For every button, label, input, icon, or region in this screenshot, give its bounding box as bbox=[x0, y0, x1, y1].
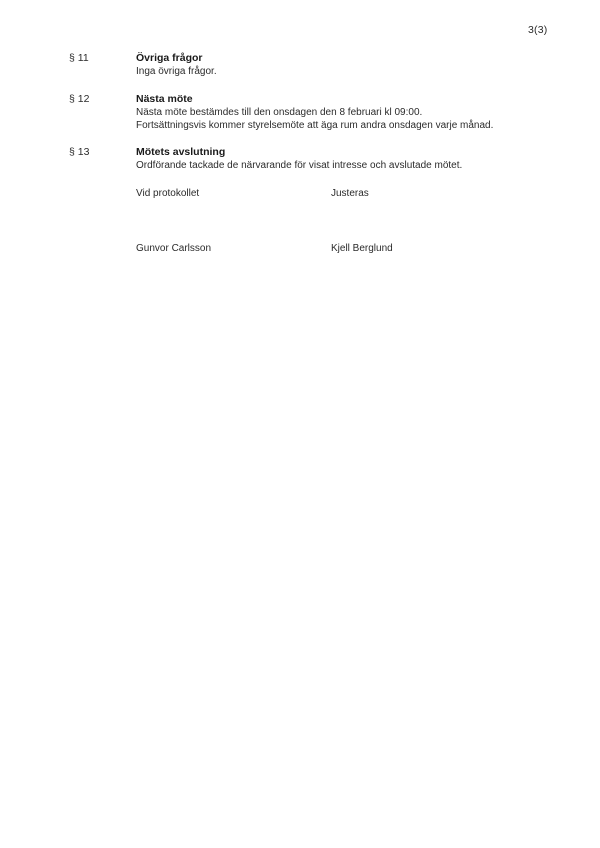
minutes-taker-name: Gunvor Carlsson bbox=[136, 243, 212, 254]
section-body bbox=[136, 93, 556, 132]
section-body bbox=[136, 52, 556, 78]
section-number: § 13 bbox=[69, 146, 90, 158]
section-text-line: Inga övriga frågor. bbox=[136, 66, 217, 77]
section-title: Nästa möte bbox=[136, 93, 193, 105]
adjuster-label: Justeras bbox=[331, 188, 369, 199]
section-text-line: Nästa möte bestämdes till den onsdagen den 8 februari kl 09:00. bbox=[136, 107, 423, 118]
section-body bbox=[136, 146, 556, 172]
section-title: Mötets avslutning bbox=[136, 146, 226, 158]
page-number: 3(3) bbox=[528, 24, 548, 36]
minutes-taker-label: Vid protokollet bbox=[136, 188, 200, 199]
section-number: § 11 bbox=[69, 52, 89, 64]
section-title: Övriga frågor bbox=[136, 52, 203, 64]
section-number: § 12 bbox=[69, 93, 90, 105]
section-text-line: Ordförande tackade de närvarande för visat intresse och avslutade mötet. bbox=[136, 160, 463, 171]
section-text-line: Fortsättningsvis kommer styrelsemöte att äga rum andra onsdagen varje månad. bbox=[136, 120, 494, 131]
adjuster-name: Kjell Berglund bbox=[331, 243, 393, 254]
